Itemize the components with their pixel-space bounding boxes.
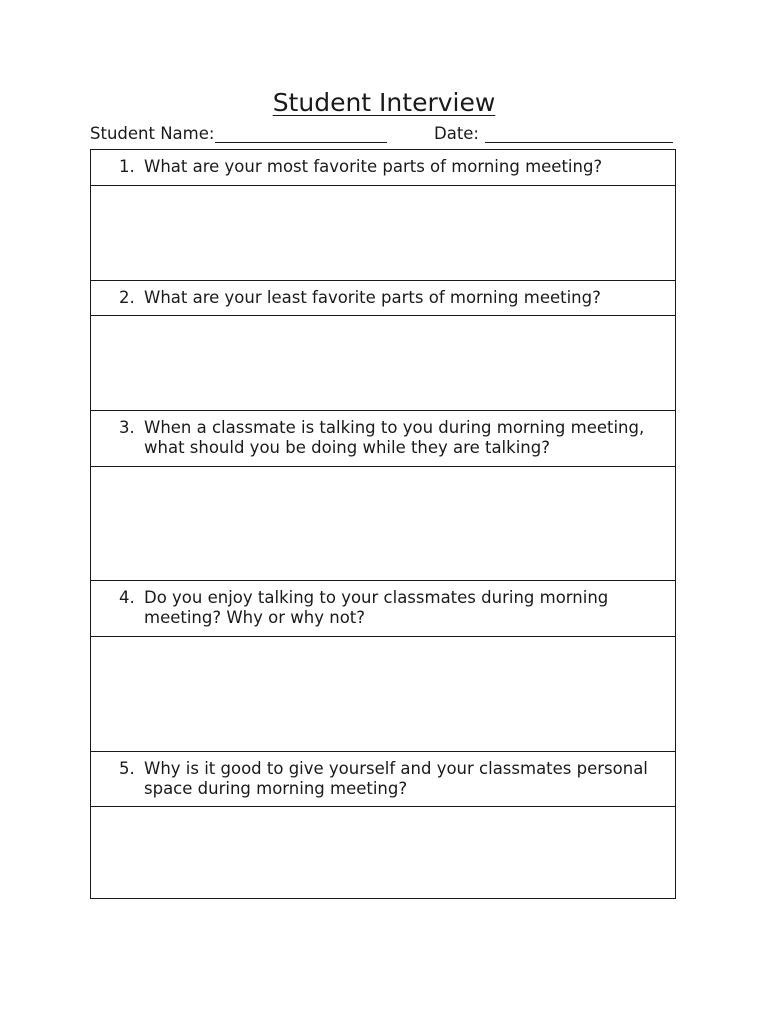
question-row-4: [91, 581, 675, 637]
question-text: What are your least favorite parts of morning meeting?: [144, 288, 601, 307]
date-blank[interactable]: [485, 125, 673, 143]
student-name-label: Student Name:: [90, 124, 215, 143]
question-number: 2.: [119, 288, 135, 307]
answer-box-2[interactable]: [91, 316, 675, 411]
question-number: 4.: [119, 588, 135, 607]
question-text: What are your most favorite parts of morning meeting?: [144, 157, 603, 176]
student-name-blank[interactable]: [215, 125, 387, 143]
question-text: When a classmate is talking to you during morning meeting, what should you be doing while they are talking?: [144, 418, 645, 457]
question-text: Do you enjoy talking to your classmates during morning meeting? Why or why not?: [144, 588, 609, 627]
answer-box-3[interactable]: [91, 467, 675, 581]
question-row-5: [91, 752, 675, 807]
student-name-field[interactable]: [90, 124, 387, 143]
question-number: 5.: [119, 759, 135, 778]
date-field[interactable]: [434, 124, 673, 143]
answer-box-1[interactable]: [91, 186, 675, 281]
date-label: Date:: [434, 124, 479, 143]
question-row-2: [91, 281, 675, 316]
answer-box-4[interactable]: [91, 637, 675, 752]
question-number: 3.: [119, 418, 135, 437]
student-info-row: [90, 124, 680, 148]
question-text: Why is it good to give yourself and your classmates personal space during morning meeting?: [144, 759, 648, 798]
interview-table: [90, 149, 676, 899]
question-number: 1.: [119, 157, 135, 176]
question-row-1: [91, 150, 675, 186]
question-row-3: [91, 411, 675, 467]
answer-box-5[interactable]: [91, 807, 675, 900]
page-title: Student Interview: [272, 88, 496, 117]
